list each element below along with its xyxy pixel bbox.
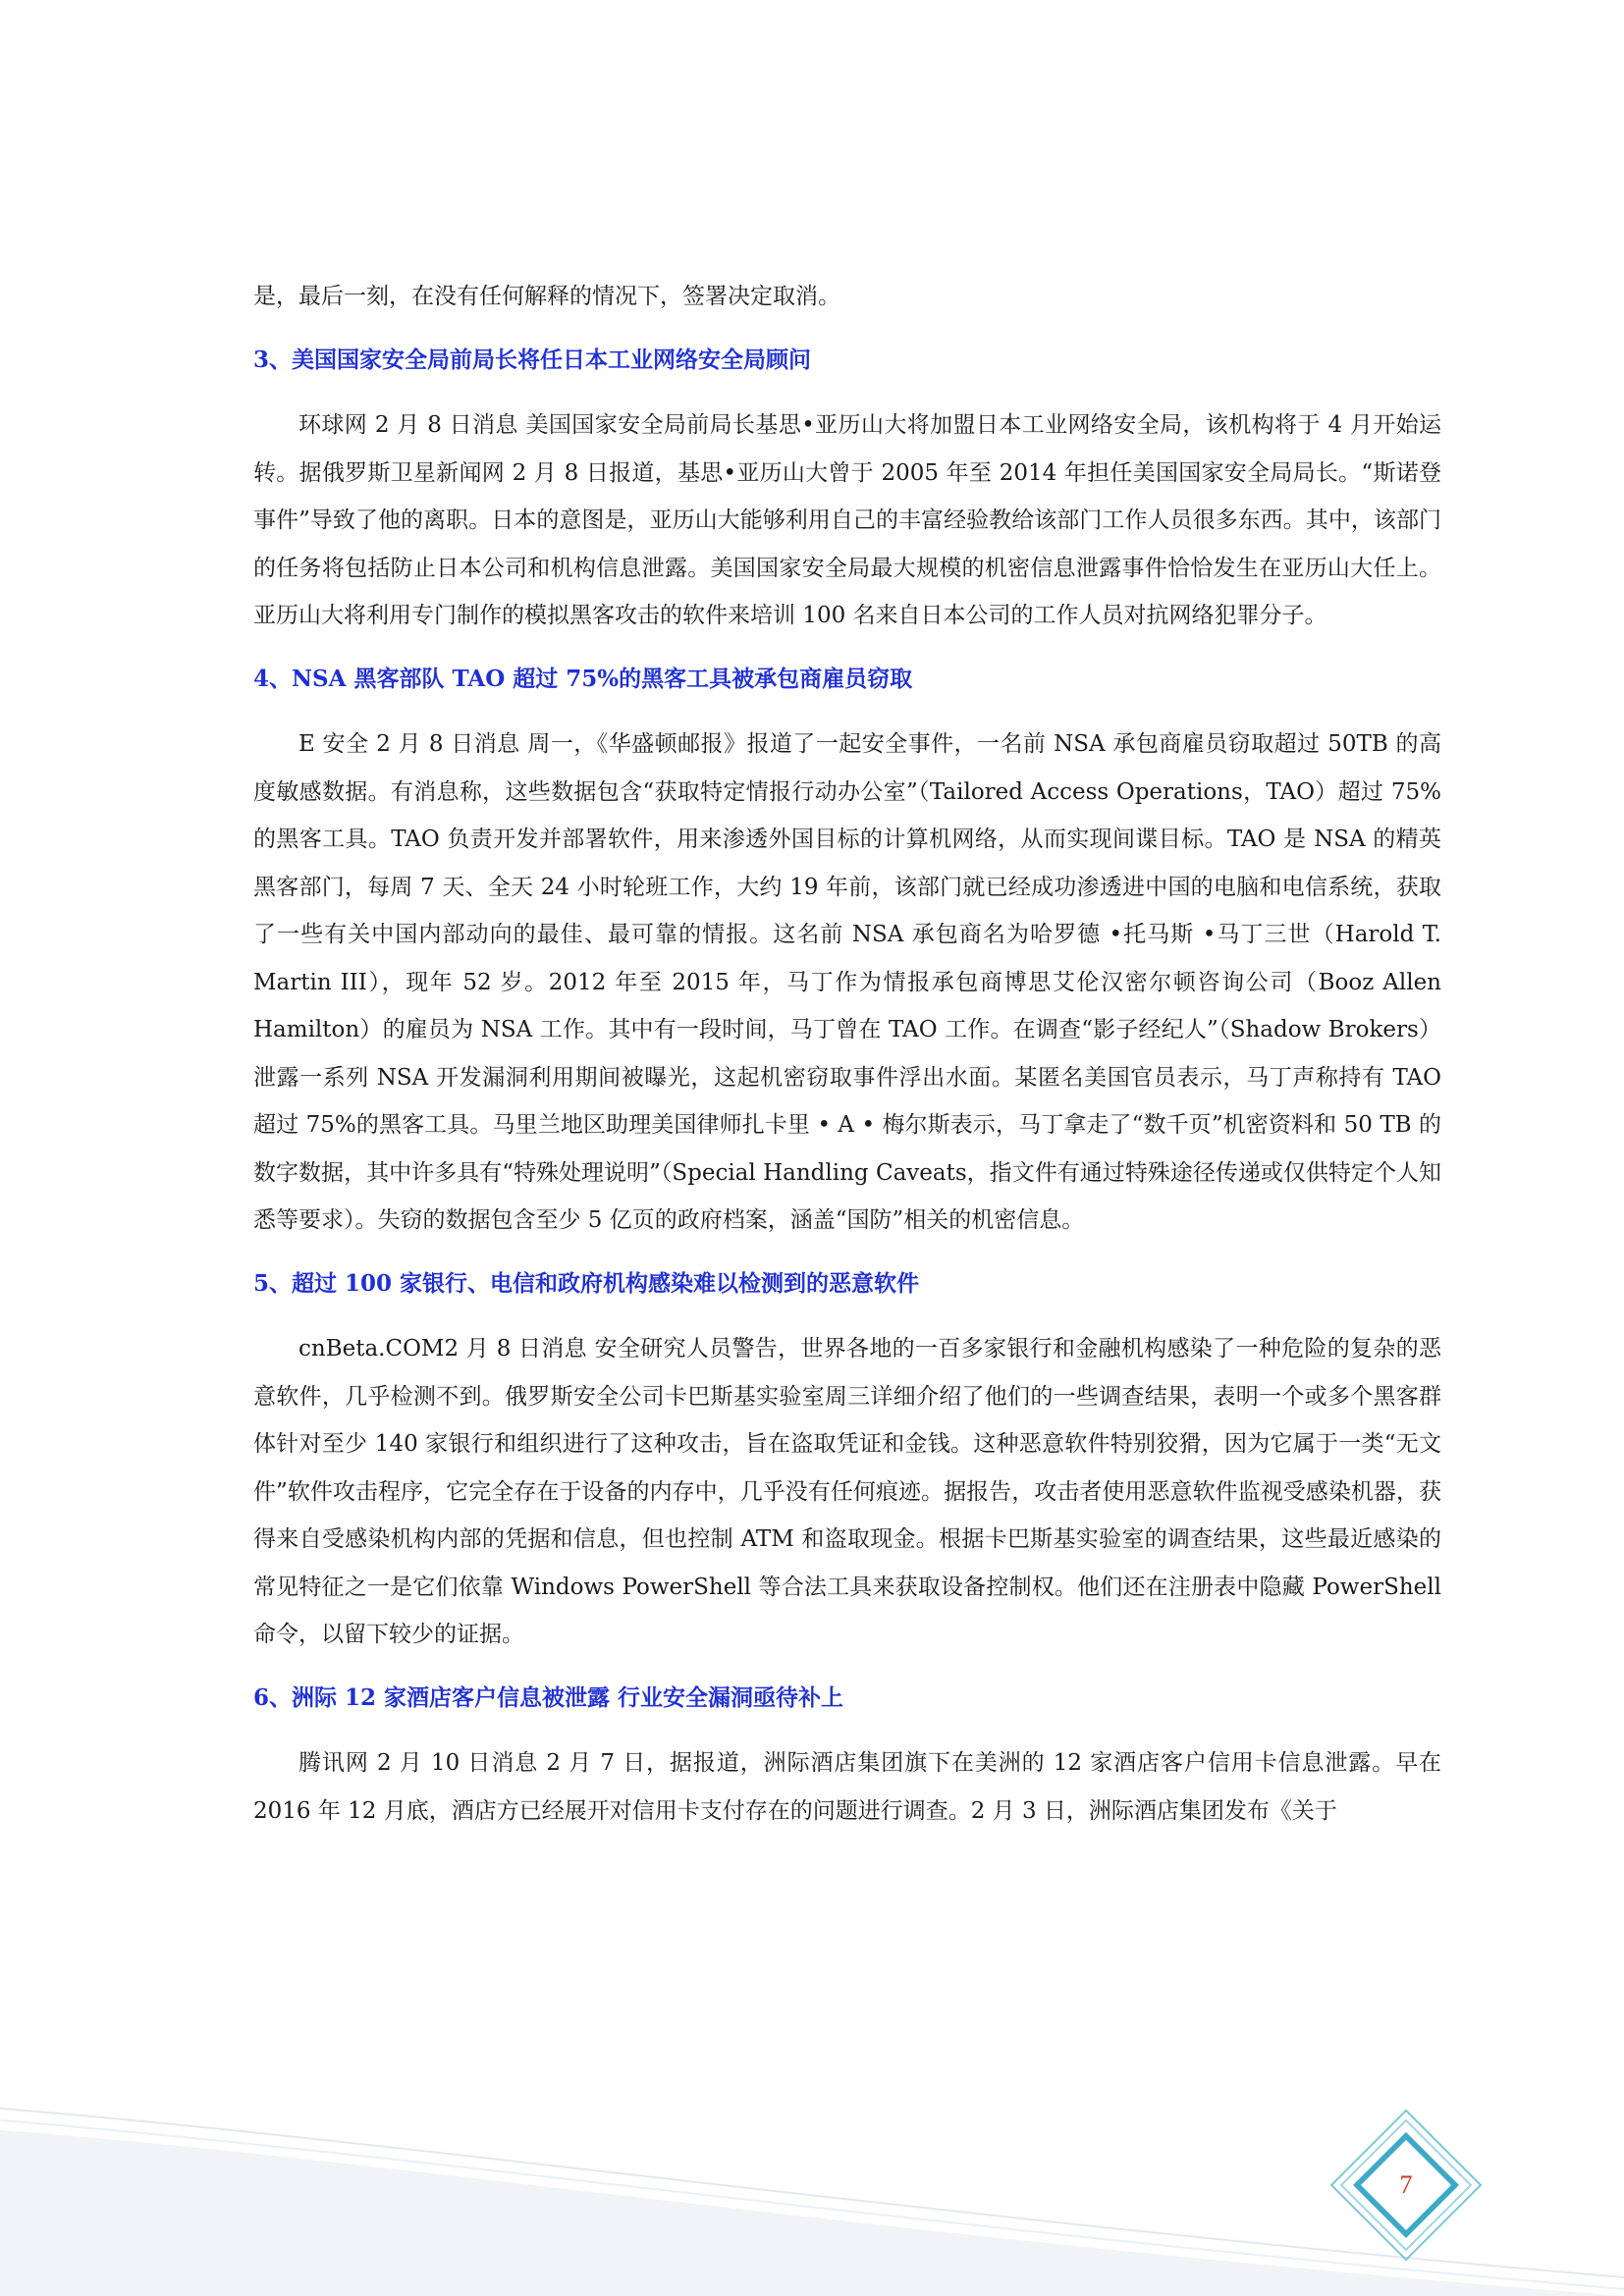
section-paragraph-6: 腾讯网 2 月 10 日消息 2 月 7 日，据报道，洲际酒店集团旗下在美洲的 12 家酒店客户信用卡信息泄露。早在 2016 年 12 月底，酒店方已经展开对信用卡支付存在的问题进行调查。2 月 3 日，洲际酒店集团发布《关于 bbox=[253, 1750, 1441, 1824]
section-heading-5: 5、超过 100 家银行、电信和政府机构感染难以检测到的恶意软件 bbox=[253, 1269, 920, 1297]
section-paragraph-5: cnBeta.COM2 月 8 日消息 安全研究人员警告，世界各地的一百多家银行和金融机构感染了一种危险的复杂的恶意软件，几乎检测不到。俄罗斯安全公司卡巴斯基实验室周三详细介绍了他们的一些调查结果，表明一个或多个黑客群体针对至少 140 家银行和组织进行了这种攻击，旨在盗取凭证和金钱。这种恶意软件特别狡猾，因为它属于一类“无文件”软件攻击程序，它完全存在于设备的内存中，几乎没有任何痕迹。据报告，攻击者使用恶意软件监视受感染机器，获得来自受感染机构内部的凭据和信息，但也控制 ATM 和盗取现金。根据卡巴斯基实验室的调查结果，这些最近感染的常见特征之一是它们依靠 Windows PowerShell 等合法工具来获取设备控制权。他们还在注册表中隐藏 PowerShell 命令，以留下较少的证据。 bbox=[253, 1336, 1441, 1647]
section-paragraph-3: 环球网 2 月 8 日消息 美国国家安全局前局长基思•亚历山大将加盟日本工业网络安全局，该机构将于 4 月开始运转。据俄罗斯卫星新闻网 2 月 8 日报道，基思•亚历山大曾于 2005 年至 2014 年担任美国国家安全局局长。“斯诺登事件”导致了他的离职。日本的意图是，亚历山大能够利用自己的丰富经验教给该部门工作人员很多东西。其中，该部门的任务将包括防止日本公司和机构信息泄露。美国国家安全局最大规模的机密信息泄露事件恰恰发生在亚历山大任上。亚历山大将利用专门制作的模拟黑客攻击的软件来培训 100 名来自日本公司的工作人员对抗网络犯罪分子。 bbox=[253, 412, 1441, 628]
section-heading-6: 6、洲际 12 家酒店客户信息被泄露 行业安全漏洞亟待补上 bbox=[253, 1683, 844, 1711]
article-body bbox=[253, 273, 1441, 1835]
section-heading-3: 3、美国国家安全局前局长将任日本工业网络安全局顾问 bbox=[253, 346, 812, 373]
section-paragraph-4: E 安全 2 月 8 日消息 周一，《华盛顿邮报》报道了一起安全事件，一名前 NSA 承包商雇员窃取超过 50TB 的高度敏感数据。有消息称，这些数据包含“获取特定情报行动办公室”（Tailored Access Operations，TAO）超过 75%的黑客工具。TAO 负责开发并部署软件，用来渗透外国目标的计算机网络，从而实现间谍目标。TAO 是 NSA 的精英黑客部门，每周 7 天、全天 24 小时轮班工作，大约 19 年前，该部门就已经成功渗透进中国的电脑和电信系统，获取了一些有关中国内部动向的最佳、最可靠的情报。这名前 NSA 承包商名为哈罗德 •托马斯 •马丁三世（Harold T. Martin III），现年 52 岁。2012 年至 2015 年，马丁作为情报承包商博思艾伦汉密尔顿咨询公司（Booz Allen Hamilton）的雇员为 NSA 工作。其中有一段时间，马丁曾在 TAO 工作。在调查“影子经纪人”（Shadow Brokers）泄露一系列 NSA 开发漏洞利用期间被曝光，这起机密窃取事件浮出水面。某匿名美国官员表示，马丁声称持有 TAO 超过 75%的黑客工具。马里兰地区助理美国律师扎卡里 • A • 梅尔斯表示，马丁拿走了“数千页”机密资料和 50 TB 的数字数据，其中许多具有“特殊处理说明”（Special Handling Caveats，指文件有通过特殊途径传递或仅供特定个人知悉等要求）。失窃的数据包含至少 5 亿页的政府档案，涵盖“国防”相关的机密信息。 bbox=[253, 731, 1441, 1233]
paragraph-continuation: 是，最后一刻，在没有任何解释的情况下，签署决定取消。 bbox=[253, 284, 840, 309]
page-number: 7 bbox=[1399, 2170, 1413, 2199]
section-heading-4: 4、NSA 黑客部队 TAO 超过 75%的黑客工具被承包商雇员窃取 bbox=[253, 665, 913, 692]
